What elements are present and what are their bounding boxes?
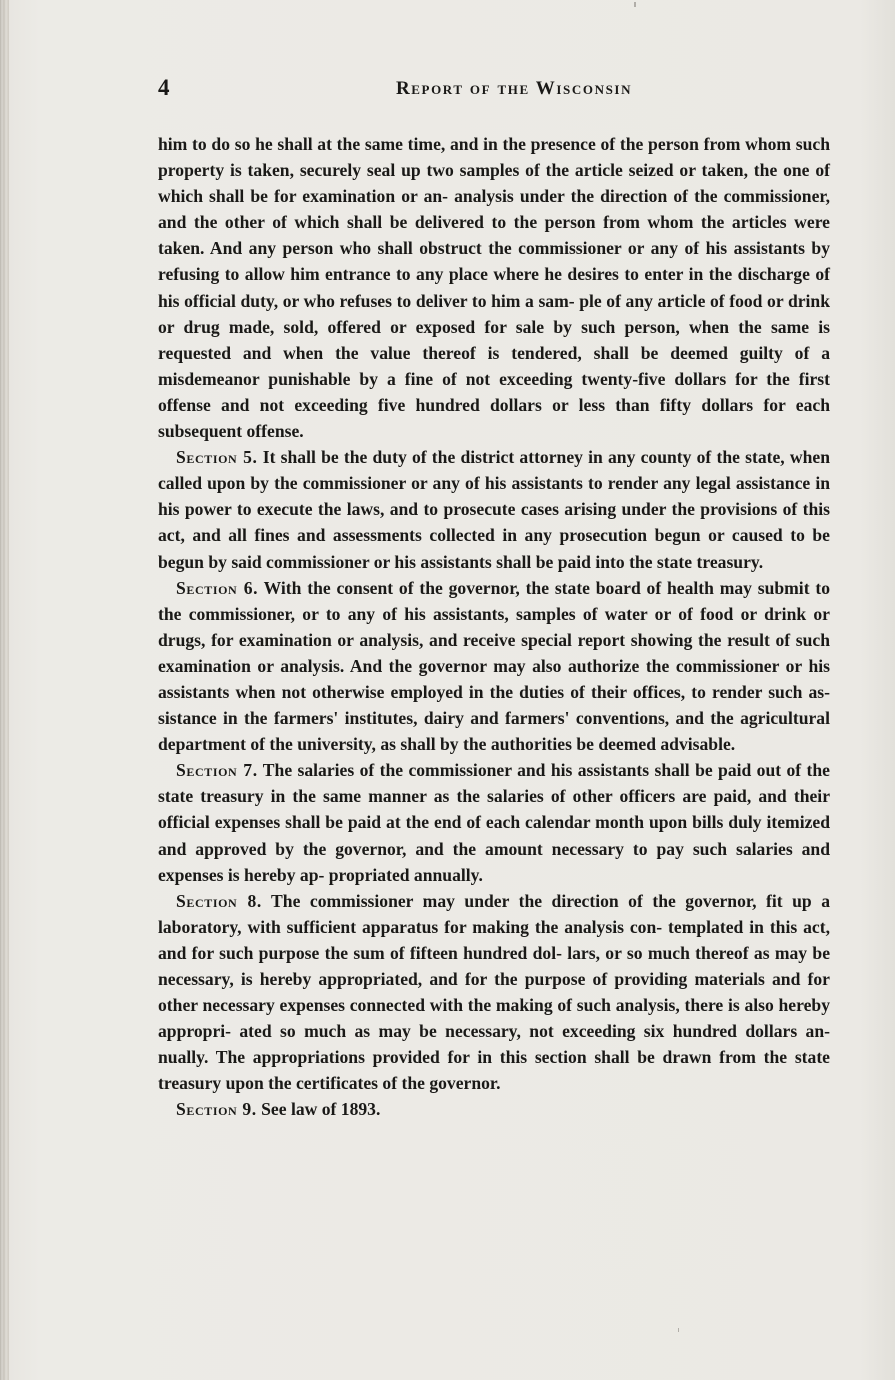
section-6-paragraph (158, 575, 830, 758)
scan-speck (634, 2, 636, 7)
section-8-paragraph (158, 888, 830, 1097)
scan-speck (678, 1328, 679, 1332)
section-9-text: See law of 1893. (261, 1099, 381, 1120)
continued-paragraph: him to do so he shall at the same time, and in the presence of the person from whom such property is taken, securely seal up two samples of the article seized or taken, the one of which shall be for examination or an- analysis under the direction of the commissioner, and the other of which shall be delivered to the person from whom the articles were taken. And any person who shall obstruct the commissioner or any of his assistants by refusing to allow him entrance to any place where he desires to enter in the discharge of his official duty, or who refuses to deliver to him a sam- ple of any article of food or drink or drug made, sold, offered or exposed for sale by such person, when the same is requested and when the value thereof is tendered, shall be deemed guilty of a misdemeanor punishable by a fine of not exceeding twenty-five dollars for the first offense and not exceeding five hundred dollars or less than fifty dollars for each subsequent offense. (158, 134, 830, 442)
section-5-paragraph (158, 444, 830, 574)
section-7-text: The salaries of the commissioner and his assistants shall be paid out of the state treasury in the same manner as the salaries of other officers are paid, and their official expenses shall be paid at the end of each calendar month upon bills duly itemized and approved by the governor, and the amount necessary to pay such salaries and expenses is hereby ap- propriated annually. (158, 760, 830, 885)
page-number: 4 (158, 75, 170, 100)
section-8-label: Section 8. (176, 890, 262, 911)
running-head-title: Report of the Wisconsin (395, 78, 633, 99)
book-binding-edge (0, 0, 9, 1380)
section-6-label: Section 6. (176, 577, 259, 598)
section-5-label: Section 5. (176, 447, 258, 468)
section-7-paragraph (158, 757, 830, 887)
body-text (158, 131, 830, 1123)
section-9-paragraph (158, 1096, 830, 1122)
section-5-text: It shall be the duty of the district attorney in any county of the state, when called upon by the commissioner or any of his assistants to render any legal assistance in his power to execute the laws, and to prosecute cases arising under the provisions of this act, and all fines and assessments collected in any prosecution begun or caused to be begun by said commissioner or his assistants shall be paid into the state treasury. (158, 447, 830, 572)
section-7-label: Section 7. (176, 760, 258, 781)
section-8-text: The commissioner may under the direction of the governor, fit up a laboratory, with sufficient apparatus for making the analysis con- templated in this act, and for such purpose the sum of fifteen hundred dol- lars, or so much thereof as may be necessary, is hereby appropriated, and for the purpose of providing materials and for other necessary expenses connected with the making of such analysis, there is also hereby appropri- ated so much as may be necessary, not exceeding six hundred dollars an- nually. The appropriations provided for in this section shall be drawn from the state treasury upon the certificates of the governor. (158, 890, 830, 1094)
section-9-label: Section 9. (176, 1099, 257, 1120)
running-head (158, 74, 830, 102)
section-6-text: With the consent of the governor, the state board of health may submit to the commissioner, or to any of his assistants, samples of water or of food or drink or drugs, for examination or analysis, and receive special report showing the result of such examination or analysis. And the governor may also authorize the commissioner or his assistants when not otherwise employed in the duties of their offices, to render such as- sistance in the farmers' institutes, dairy and farmers' conventions, and the agricultural department of the university, as shall by the authorities be deemed advisable. (158, 577, 830, 755)
